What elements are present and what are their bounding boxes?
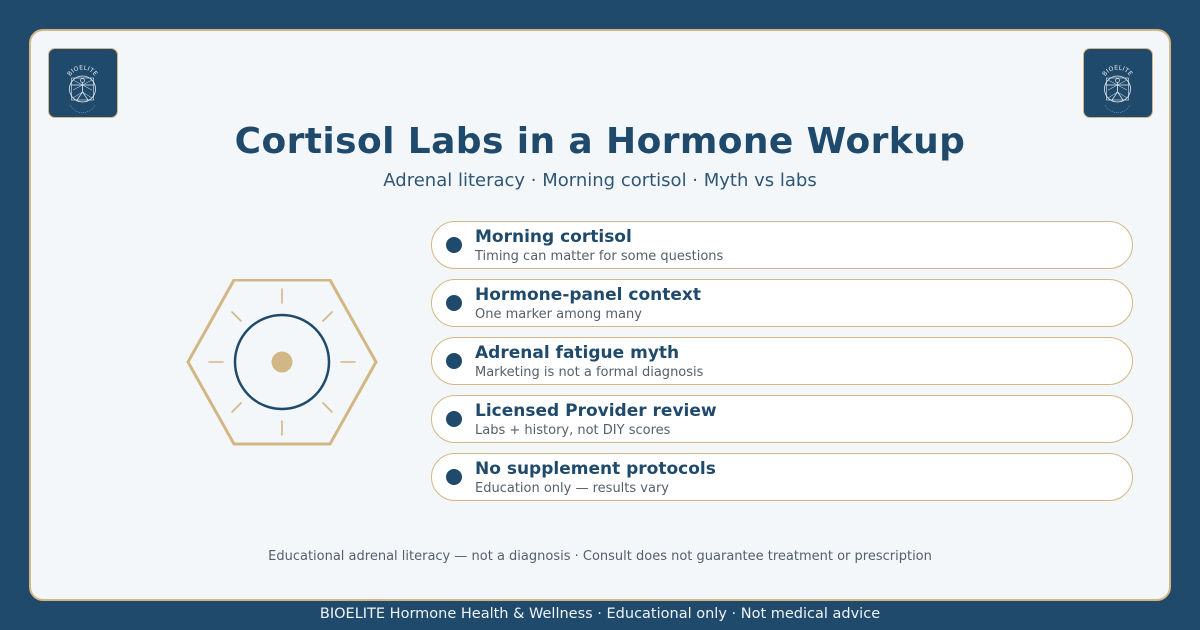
list-item-title: Hormone-panel context — [475, 285, 701, 305]
list-item-title: Adrenal fatigue myth — [475, 343, 680, 363]
list-item-morning-cortisol — [431, 221, 1133, 269]
list-item-adrenal-fatigue-myth — [431, 337, 1133, 385]
vitruvian-man-icon — [49, 49, 116, 116]
list-item-subtitle: One marker among many — [475, 307, 642, 322]
list-item-licensed-provider-review — [431, 395, 1133, 443]
logo-text: BIOELITE — [1101, 64, 1134, 78]
logo-text: BIOELITE — [66, 64, 99, 78]
content-card — [29, 29, 1171, 601]
bullet-dot-icon — [446, 469, 462, 485]
adrenal-sun-hexagon-icon — [186, 279, 378, 447]
bioelite-logo-left — [48, 48, 118, 118]
bullet-dot-icon — [446, 295, 462, 311]
footer-bar: BIOELITE Hormone Health & Wellness · Educational only · Not medical advice — [319, 606, 881, 622]
bullet-dot-icon — [446, 353, 462, 369]
page-title: Cortisol Labs in a Hormone Workup — [234, 121, 966, 162]
vitruvian-man-icon — [1084, 49, 1151, 116]
list-item-subtitle: Education only — results vary — [475, 481, 669, 496]
list-item-title: Morning cortisol — [475, 227, 632, 247]
list-item-title: Licensed Provider review — [475, 401, 717, 421]
list-item-no-supplement-protocols — [431, 453, 1133, 501]
list-item-hormone-panel-context — [431, 279, 1133, 327]
bullet-dot-icon — [446, 237, 462, 253]
list-item-subtitle: Marketing is not a formal diagnosis — [475, 365, 704, 380]
list-item-title: No supplement protocols — [475, 459, 716, 479]
disclaimer-footnote: Educational adrenal literacy — not a diagnosis · Consult does not guarantee treatment or prescription — [268, 549, 932, 564]
page-subtitle: Adrenal literacy · Morning cortisol · Myth vs labs — [383, 170, 817, 191]
bioelite-logo-right — [1083, 48, 1153, 118]
bullet-dot-icon — [446, 411, 462, 427]
list-item-subtitle: Timing can matter for some questions — [475, 249, 724, 264]
list-item-subtitle: Labs + history, not DIY scores — [475, 423, 671, 438]
topic-list — [431, 221, 1133, 511]
